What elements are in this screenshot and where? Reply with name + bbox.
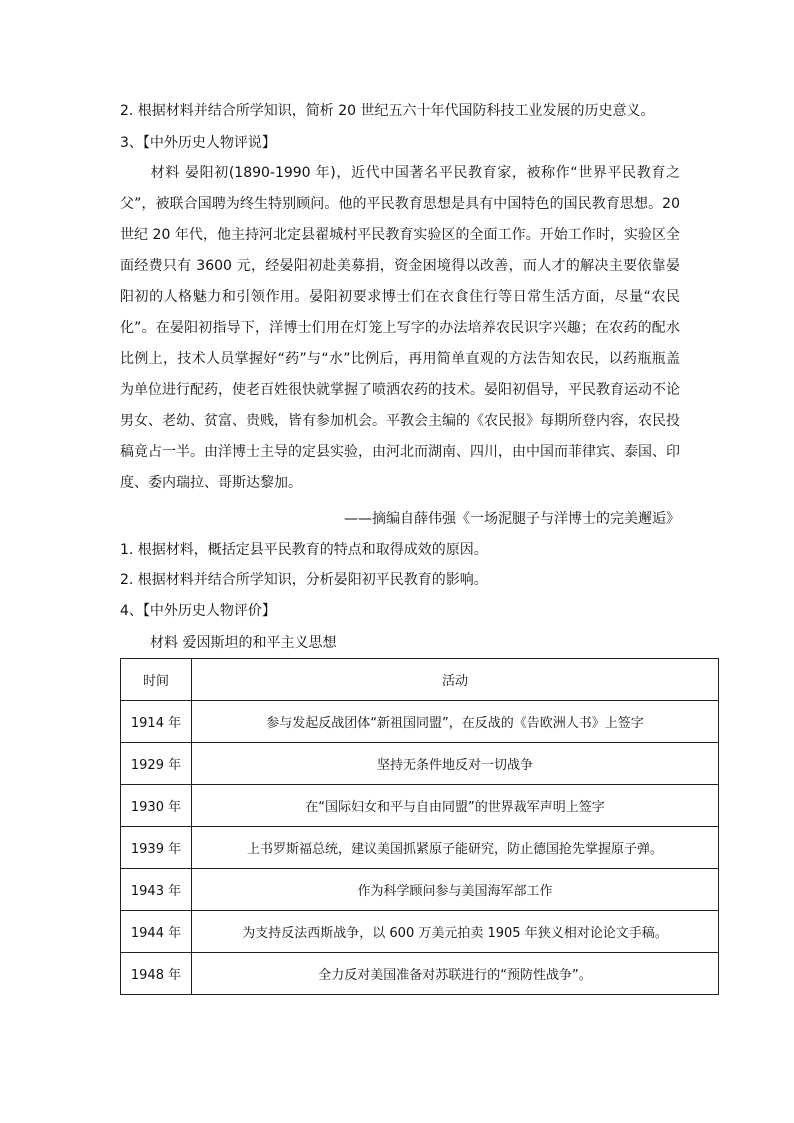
- question-line: 2. 根据材料并结合所学知识，分析晏阳初平民教育的影响。: [120, 572, 488, 588]
- time-cell: 1944 年: [121, 911, 192, 953]
- activities-table: [120, 658, 719, 995]
- material-title: 材料 爱因斯坦的和平主义思想: [150, 635, 337, 651]
- time-cell: 1929 年: [121, 743, 192, 785]
- section-heading: 4、【中外历史人物评价】: [120, 603, 276, 619]
- section-heading: 3、【中外历史人物评说】: [120, 135, 276, 151]
- table-row: [121, 743, 719, 785]
- material-paragraph: [120, 158, 680, 499]
- activity-cell: 全力反对美国准备对苏联进行的“预防性战争”。: [192, 953, 719, 995]
- activity-cell: 作为科学顾问参与美国海军部工作: [192, 869, 719, 911]
- activity-cell: 上书罗斯福总统，建议美国抓紧原子能研究，防止德国抢先掌握原子弹。: [192, 827, 719, 869]
- activity-cell: 为支持反法西斯战争，以 600 万美元拍卖 1905 年狭义相对论论文手稿。: [192, 911, 719, 953]
- time-cell: 1939 年: [121, 827, 192, 869]
- table-header-cell: 活动: [192, 659, 719, 701]
- table-row: [121, 785, 719, 827]
- source-citation: ——摘编自薛伟强《一场泥腿子与洋博士的完美邂逅》: [344, 511, 680, 527]
- time-cell: 1948 年: [121, 953, 192, 995]
- table-row: [121, 911, 719, 953]
- table-header-cell: 时间: [121, 659, 192, 701]
- table-row: [121, 827, 719, 869]
- table-row: [121, 701, 719, 743]
- activity-cell: 坚持无条件地反对一切战争: [192, 743, 719, 785]
- activity-cell: 在“国际妇女和平与自由同盟”的世界裁军声明上签字: [192, 785, 719, 827]
- material-text: 材料 晏阳初(1890-1990 年)，近代中国著名平民教育家，被称作“世界平民教育之父”，被联合国聘为终生特别顾问。他的平民教育思想是具有中国特色的国民教育思想。20 世纪 20 年代，他主持河北定县翟城村平民教育实验区的全面工作。开始工作时，实验区全面经费只有 3600 元，经晏阳初赴美募捐，资金困境得以改善，而人才的解决主要依靠晏阳初的人格魅力和引领作用。晏阳初要求博士们在衣食住行等日常生活方面，尽量“农民化”。在晏阳初指导下，洋博士们用在灯笼上写字的办法培养农民识字兴趣；在农药的配水比例上，技术人员掌握好“药”与“水”比例后，再用简单直观的方法告知农民，以药瓶瓶盖为单位进行配药，使老百姓很快就掌握了喷洒农药的技术。晏阳初倡导，平民教育运动不论男女、老幼、贫富、贵贱，皆有参加机会。平教会主编的《农民报》每期所登内容，农民投稿竟占一半。由洋博士主导的定县实验，由河北而湖南、四川，由中国而菲律宾、泰国、印度、委内瑞拉、哥斯达黎加。: [120, 165, 680, 491]
- table-row: [121, 953, 719, 995]
- question-line: 1. 根据材料，概括定县平民教育的特点和取得成效的原因。: [120, 542, 488, 558]
- question-line: 2. 根据材料并结合所学知识，简析 20 世纪五六十年代国防科技工业发展的历史意义。: [120, 103, 655, 119]
- table-row: [121, 869, 719, 911]
- table-header-row: [121, 659, 719, 701]
- time-cell: 1914 年: [121, 701, 192, 743]
- time-cell: 1930 年: [121, 785, 192, 827]
- activity-cell: 参与发起反战团体“新祖国同盟”，在反战的《告欧洲人书》上签字: [192, 701, 719, 743]
- time-cell: 1943 年: [121, 869, 192, 911]
